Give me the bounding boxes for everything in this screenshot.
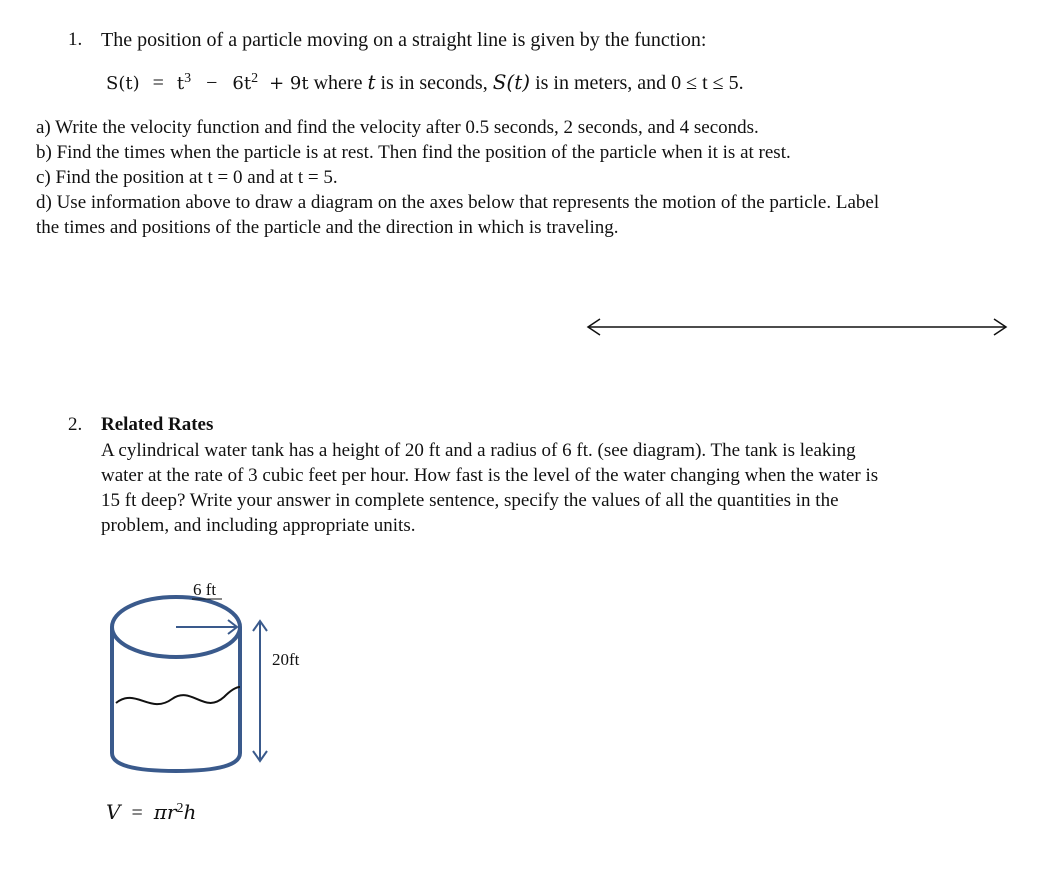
formula-equals: = — [131, 802, 143, 824]
q1-number: 1. — [68, 29, 83, 50]
q2-body-line4: problem, and including appropriate units. — [101, 515, 416, 536]
term-6t2: 6t — [232, 73, 252, 94]
q1-part-d-line1: d) Use information above to draw a diagram on the axes below that represents the motion of the particle. Label — [36, 192, 880, 213]
volume-formula — [106, 800, 196, 825]
term-9t: + 9t — [269, 73, 309, 94]
q1-part-d-line2: the times and positions of the particle and the direction in which is traveling. — [36, 217, 619, 238]
water-surface — [116, 687, 240, 704]
q2-title: Related Rates — [101, 414, 214, 435]
where-text-3: is in meters, and 0 ≤ t ≤ 5. — [535, 72, 744, 94]
q1-function — [106, 70, 744, 95]
where-t: t — [367, 70, 376, 94]
q1-part-b: b) Find the times when the particle is at rest. Then find the position of the particle when it is at rest. — [36, 142, 791, 163]
function-equals: = — [152, 72, 164, 94]
q1-part-a: a) Write the velocity function and find the velocity after 0.5 seconds, 2 seconds, and 4 seconds. — [36, 117, 759, 138]
q2-number: 2. — [68, 414, 83, 435]
height-label: 20ft — [272, 650, 300, 669]
q2-body-line2: water at the rate of 3 cubic feet per hour. How fast is the level of the water changing when the water is — [101, 465, 879, 486]
where-text-2: is in seconds, — [380, 72, 488, 94]
function-minus: − — [206, 72, 218, 94]
formula-v: V — [106, 800, 121, 824]
q2-body-line3: 15 ft deep? Write your answer in complete sentence, specify the values of all the quantities in the — [101, 490, 839, 511]
q1-part-c: c) Find the position at t = 0 and at t = 5. — [36, 167, 338, 188]
q2-body-line1: A cylindrical water tank has a height of 20 ft and a radius of 6 ft. (see diagram). The tank is leaking — [101, 440, 856, 461]
term-t3-exp: 3 — [184, 71, 192, 86]
formula-exponent: 2 — [176, 801, 184, 816]
radius-label: 6 ft — [193, 580, 217, 599]
number-line — [580, 312, 1015, 342]
q1-intro: The position of a particle moving on a straight line is given by the function: — [101, 29, 707, 51]
term-6t2-exp: 2 — [251, 71, 259, 86]
formula-pi-r: πr — [153, 800, 177, 824]
term-t3: t — [176, 73, 185, 94]
formula-h: h — [183, 800, 197, 824]
where-text-1: where — [313, 72, 363, 94]
where-s: S(t) — [492, 70, 531, 94]
cylinder-diagram — [100, 575, 320, 775]
function-lhs: S(t) — [106, 73, 140, 94]
